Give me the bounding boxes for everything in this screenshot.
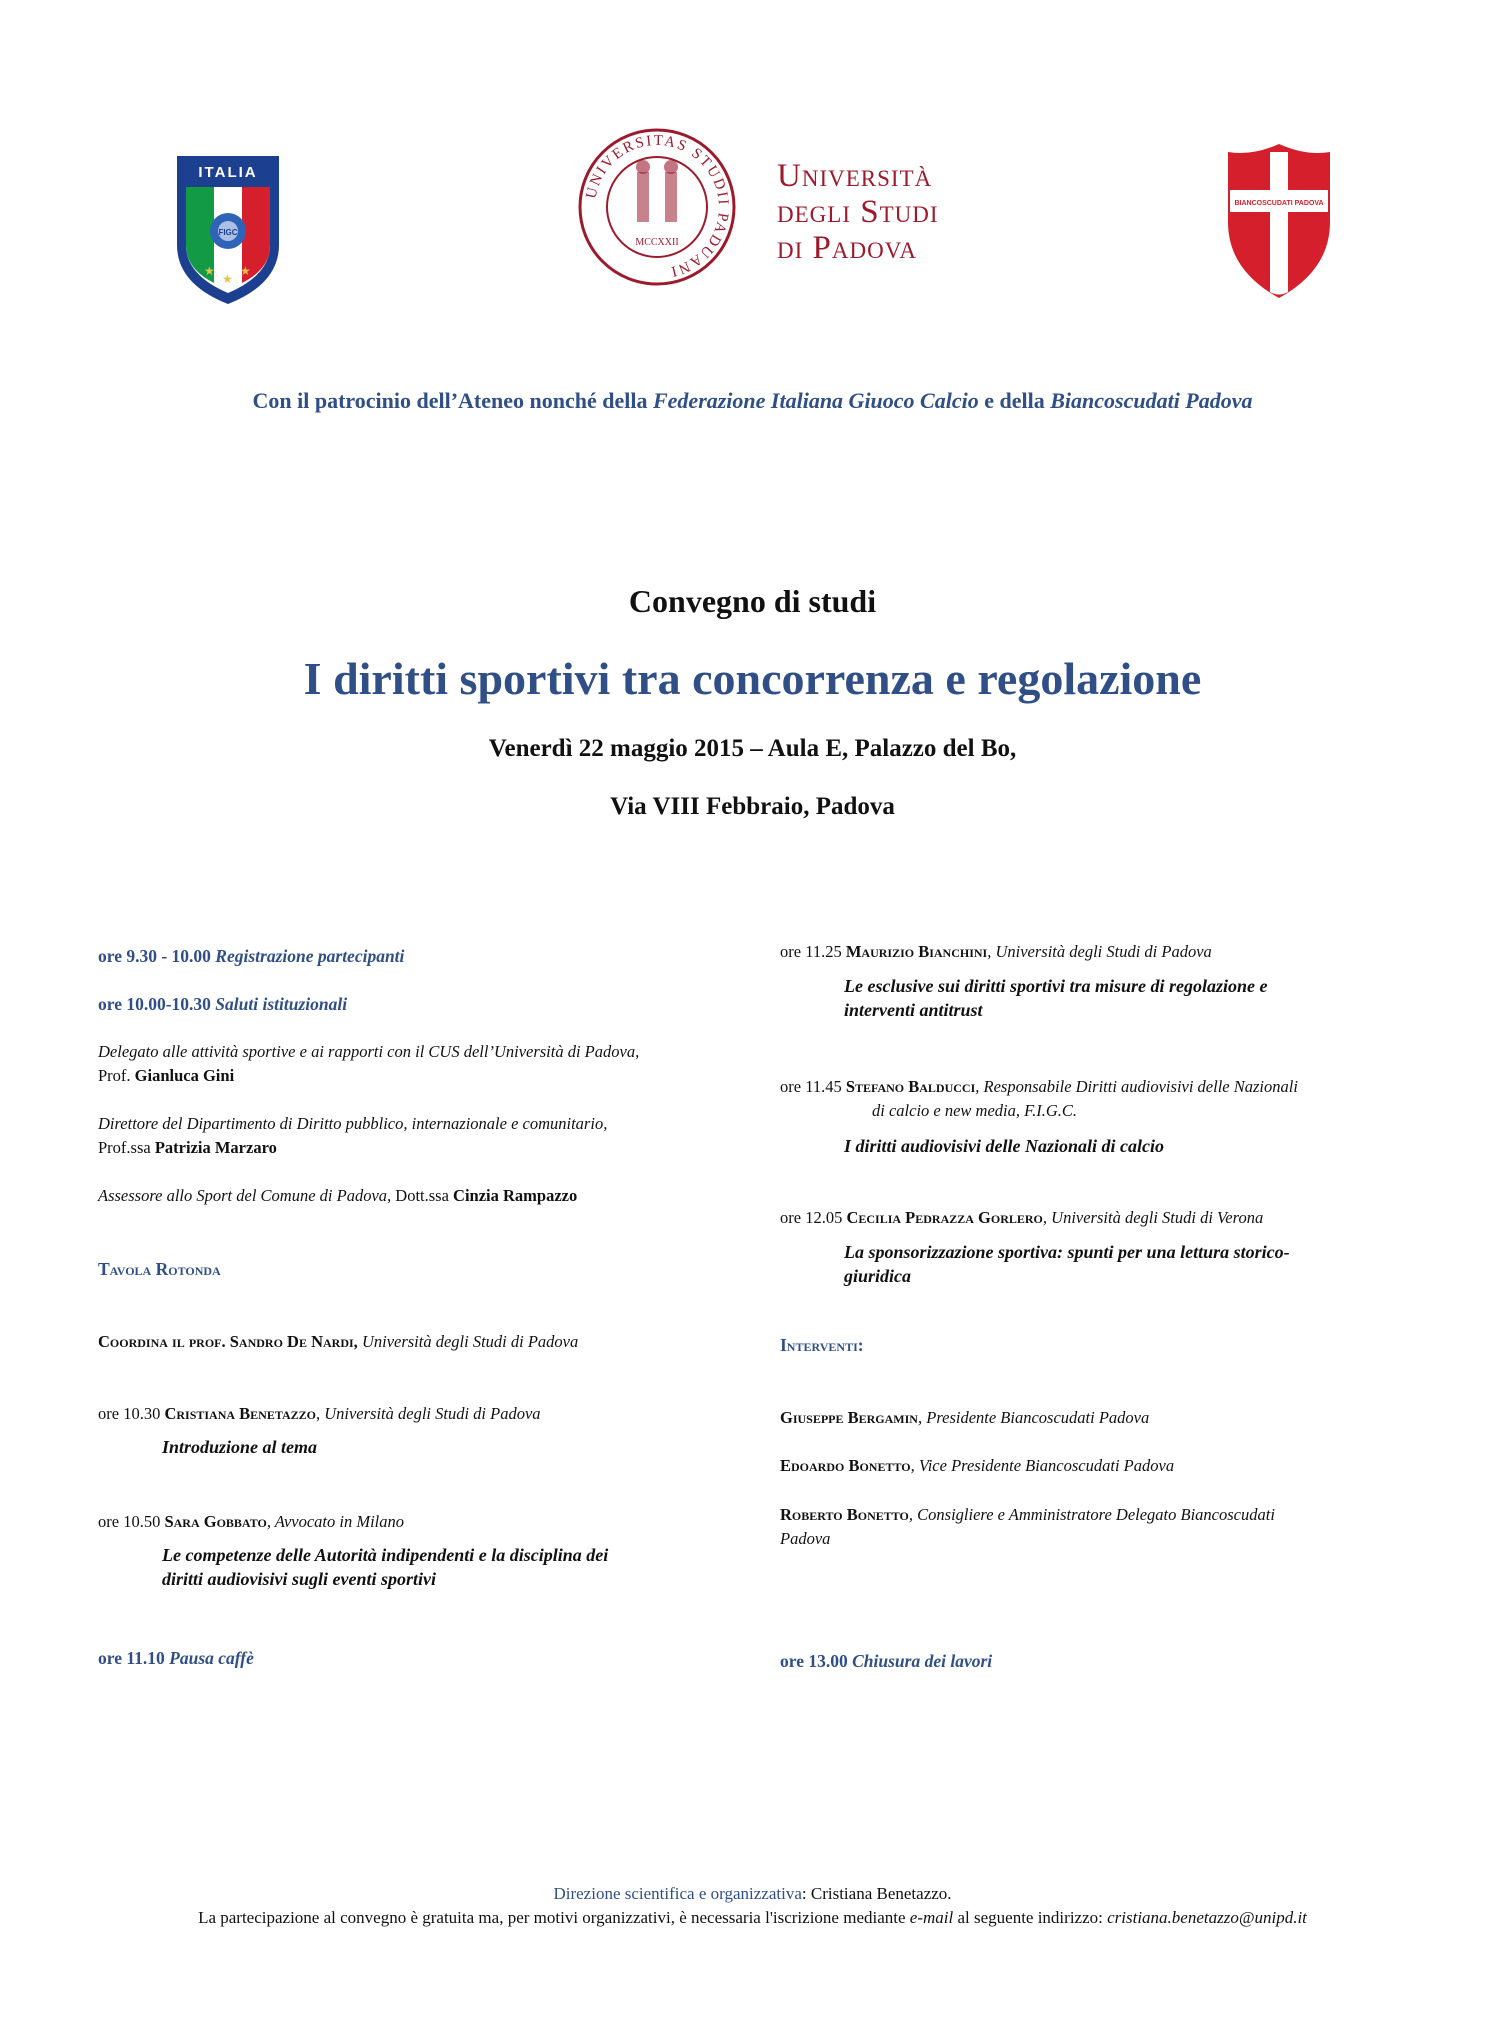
speaker-rampazzo: Assessore allo Sport del Comune di Padova, Dott.ssa Cinzia Rampazzo: [98, 1186, 578, 1205]
session-1125: ore 11.25 Maurizio Bianchini, Università degli Studi di Padova: [780, 942, 1212, 961]
pausa-line: ore 11.10 Pausa caffè: [98, 1648, 254, 1668]
intervento-roberto-bonetto: Roberto Bonetto, Consigliere e Amministratore Delegato Biancoscudati Padova: [780, 1505, 1275, 1548]
speaker-marzaro: Direttore del Dipartimento di Diritto pubblico, internazionale e comunitario, Prof.ssa Patrizia Marzaro: [98, 1114, 608, 1157]
event-type: Convegno di studi: [628, 583, 877, 619]
svg-text:BIANCOSCUDATI PADOVA: BIANCOSCUDATI PADOVA: [1234, 200, 1324, 207]
svg-text:MCCXXII: MCCXXII: [635, 237, 679, 248]
talk-1125: Le esclusive sui diritti sportivi tra misure di regolazione e interventi antitrust: [844, 976, 1268, 1020]
coordinator-line: Coordina il prof. Sandro De Nardi, Università degli Studi di Padova: [98, 1332, 579, 1351]
patrocinio-line: Con il patrocinio dell’Ateneo nonché della Federazione Italiana Giuoco Calcio e della Biancoscudati Padova: [252, 388, 1253, 413]
event-title: I diritti sportivi tra concorrenza e regolazione: [303, 653, 1202, 704]
talk-1050: Le competenze delle Autorità indipendenti e la disciplina dei diritti audiovisivi sugli eventi sportivi: [162, 1545, 609, 1589]
event-date: Venerdì 22 maggio 2015 – Aula E, Palazzo del Bo,: [488, 735, 1017, 762]
event-address: Via VIII Febbraio, Padova: [610, 793, 895, 820]
svg-text:★: ★: [204, 264, 215, 278]
talk-1030: Introduzione al tema: [162, 1437, 318, 1457]
registration-line: ore 9.30 - 10.00 Registrazione partecipanti: [98, 946, 405, 966]
speaker-gini: Delegato alle attività sportive e ai rapporti con il CUS dell’Università di Padova, Prof. Gianluca Gini: [98, 1042, 640, 1085]
footer-registration: La partecipazione al convegno è gratuita ma, per motivi organizzativi, è necessaria l'iscrizione mediante e-mail al seguente indirizzo: cristiana.benetazzo@unipd.it: [198, 1908, 1307, 1927]
svg-text:FIGC: FIGC: [218, 228, 238, 237]
session-1145: ore 11.45 Stefano Balducci, Responsabile Diritti audiovisivi delle Nazionali di calcio e new media, F.I.G.C.: [780, 1077, 1298, 1120]
tavola-rotonda-heading: Tavola Rotonda: [98, 1259, 221, 1279]
footer-direzione: Direzione scientifica e organizzativa: Cristiana Benetazzo.: [553, 1884, 952, 1903]
svg-text:★: ★: [222, 272, 233, 286]
unipd-seal-logo: [577, 127, 737, 287]
intervento-edoardo-bonetto: Edoardo Bonetto, Vice Presidente Biancoscudati Padova: [780, 1456, 1175, 1475]
talk-1145: I diritti audiovisivi delle Nazionali di calcio: [844, 1136, 1164, 1156]
session-1205: ore 12.05 Cecilia Pedrazza Gorlero, Università degli Studi di Verona: [780, 1208, 1264, 1227]
contact-email[interactable]: cristiana.benetazzo@unipd.it: [1107, 1908, 1307, 1927]
interventi-heading: Interventi:: [780, 1335, 864, 1355]
figc-logo: [174, 153, 282, 305]
padova-logo: [1226, 142, 1332, 300]
talk-1205: La sponsorizzazione sportiva: spunti per una lettura storico- giuridica: [844, 1242, 1290, 1286]
intervento-bergamin: Giuseppe Bergamin, Presidente Biancoscudati Padova: [780, 1408, 1150, 1427]
session-1030: ore 10.30 Cristiana Benetazzo, Università degli Studi di Padova: [98, 1404, 541, 1423]
svg-text:★: ★: [240, 264, 251, 278]
saluti-line: ore 10.00-10.30 Saluti istituzionali: [98, 994, 348, 1014]
svg-text:UNIVERSITAS STUDII PADUANI: UNIVERSITAS STUDII PADUANI: [583, 132, 732, 280]
session-1050: ore 10.50 Sara Gobbato, Avvocato in Milano: [98, 1512, 405, 1531]
figc-logo-text: ITALIA: [198, 164, 258, 181]
chiusura-line: ore 13.00 Chiusura dei lavori: [780, 1651, 993, 1671]
unipd-wordmark: Università degli Studi di Padova: [777, 158, 939, 266]
